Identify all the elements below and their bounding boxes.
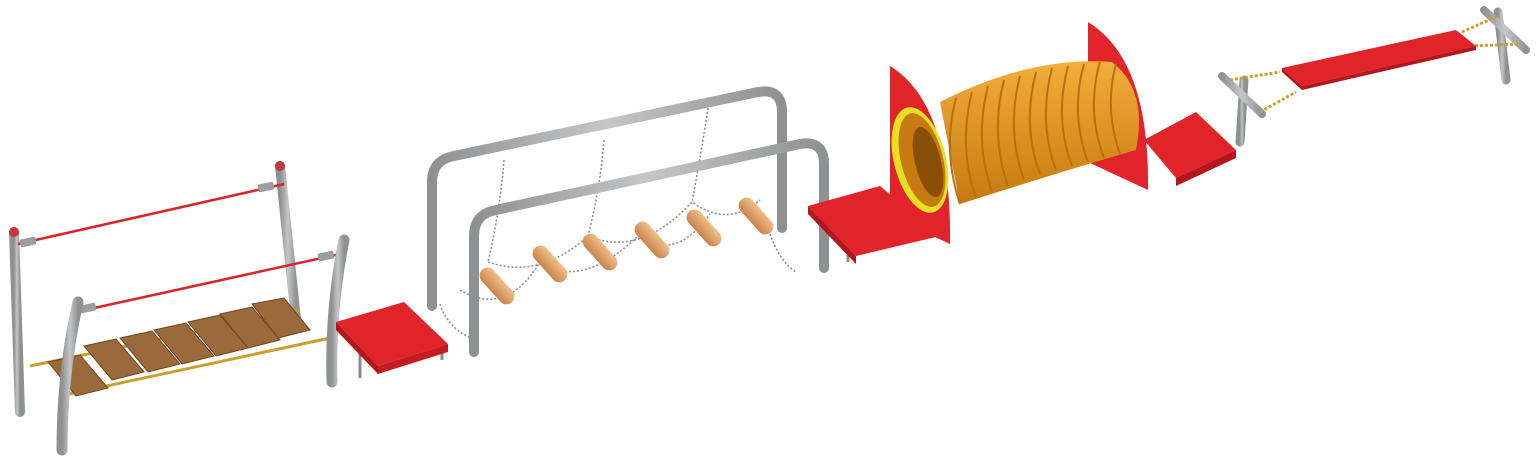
post-back-left	[14, 232, 20, 412]
tunnel-tube	[940, 61, 1139, 204]
crawl-tunnel	[882, 18, 1236, 252]
rope-bridge	[9, 161, 344, 450]
post-front-right	[332, 240, 344, 382]
log	[683, 206, 724, 249]
beam-top	[1282, 30, 1476, 86]
log	[579, 230, 620, 273]
balance-beam	[1222, 10, 1526, 142]
rope-clamp	[19, 236, 36, 247]
step-platform-1	[336, 302, 448, 378]
post-cap	[275, 161, 285, 171]
hand-rope-lower	[76, 254, 340, 312]
post-cap	[9, 227, 19, 237]
log	[735, 194, 776, 237]
log-net-bridge	[432, 91, 824, 352]
logs	[476, 194, 776, 307]
hand-rope-top	[18, 184, 284, 244]
rope-clamp	[257, 181, 274, 192]
post-back-right	[280, 166, 296, 320]
rope-clamp	[317, 250, 334, 261]
log	[529, 242, 570, 285]
log	[476, 264, 517, 307]
planks	[48, 298, 310, 396]
tunnel-platform-rear	[1144, 112, 1236, 178]
